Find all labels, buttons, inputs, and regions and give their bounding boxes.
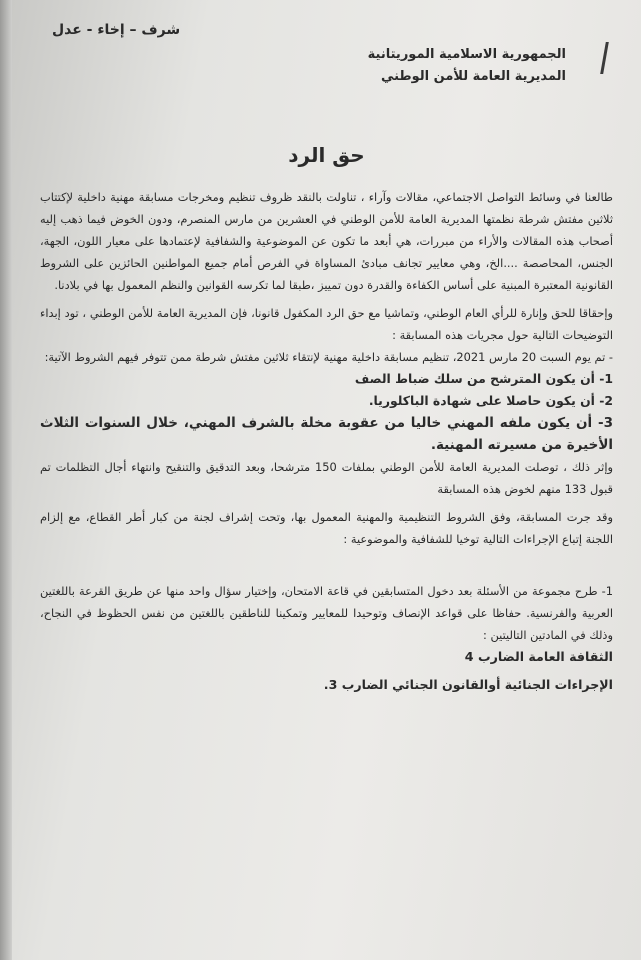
paragraph-contest-date: - تم يوم السبت 20 مارس 2021، تنظيم مسابقة داخلية مهنية لإنتقاء ثلاثين مفتش شرطة ممن تتوفر فيهم الشروط الآتية: bbox=[44, 350, 613, 364]
condition-1: 1- أن يكون المترشح من سلك ضباط الصف bbox=[354, 371, 613, 386]
document-page bbox=[12, 0, 641, 960]
subject-criminal-law: الإجراءات الجنائية أوالقانون الجنائي الضارب 3. bbox=[323, 677, 613, 692]
national-motto: شرف – إخاء - عدل bbox=[52, 22, 181, 38]
document-title: حق الرد bbox=[288, 143, 365, 167]
subject-general-culture: الثقافة العامة الضارب 4 bbox=[464, 649, 613, 664]
paragraph-clarification: وإحقاقا للحق وإنارة للرأي العام الوطني، وتماشيا مع حق الرد المكفول قانونا، فإن المديرية العامة للأمن الوطني ، تود إبداء التوضيحات التالية حول مجريات هذه المسابقة : bbox=[40, 306, 613, 342]
paragraph-committee: وقد جرت المسابقة، وفق الشروط التنظيمية والمهنية المعمول بها، وتحت إشراف لجنة من كبار أطر القطاع، مع إلزام اللجنة إتباع الإجراءات التالية توخيا للشفافية والموضوعية : bbox=[40, 510, 613, 546]
condition-2: 2- أن يكون حاصلا على شهادة الباكلوريا. bbox=[368, 393, 613, 408]
country-name: الجمهورية الاسلامية الموريتانية bbox=[367, 47, 566, 62]
letterhead bbox=[346, 44, 566, 88]
document-body bbox=[40, 186, 613, 696]
paragraph-applications: وإثر ذلك ، توصلت المديرية العامة للأمن الوطني بملفات 150 مترشحا، وبعد التدقيق والتنقيح وانتهاء أجال التظلمات تم قبول 133 منهم لخوض هذه المسابقة bbox=[40, 460, 613, 496]
paragraph-intro: طالعنا في وسائط التواصل الاجتماعي، مقالات وآراء ، تناولت بالنقد ظروف تنظيم ومخرجات مسابقة مهنية داخلية لإكتتاب ثلاثين مفتش شرطة نظمتها المديرية العامة للأمن الوطني في العشرين من مارس المنصرم، ودون الخوض فيما ذهب إليه أصحاب هذه المقالات والأراء من مبررات، هي أبعد ما تكون عن الموضوعية والشفافية لإعتمادها على معيار اللون، الجهة، الجنس، المحاصصة ....الخ، وهي معايير تجانف مبادئ المساواة في الفرص أمام جميع المواطنين الحائزين على الشروط القانونية المعتبرة المبنية على أساس الكفاءة والقدرة دون تمييز ،طبقا لما تكرسه القوانين والنظم المعمول بها في بلادنا. bbox=[40, 190, 613, 292]
paragraph-procedure-1: 1- طرح مجموعة من الأسئلة بعد دخول المتسابقين في قاعة الامتحان، وإختيار سؤال واحد منها عن طريق القرعة باللغتين العربية والفرنسية. حفاظا على قواعد الإنصاف وتوحيدا للمعايير وتمكينا للناطقين باللغتين من نفس الحظوظ في النجاح، وذلك في المادتين التاليتين : bbox=[40, 584, 613, 642]
photo-edge bbox=[0, 0, 12, 960]
directorate-name: المديرية العامة للأمن الوطني bbox=[380, 69, 566, 84]
condition-3: 3- أن يكون ملفه المهني خاليا من عقوبة مخلة بالشرف المهني، خلال السنوات الثلاث الأخيرة من مسيرته المهنية. bbox=[40, 415, 613, 453]
header-mark bbox=[600, 42, 609, 74]
